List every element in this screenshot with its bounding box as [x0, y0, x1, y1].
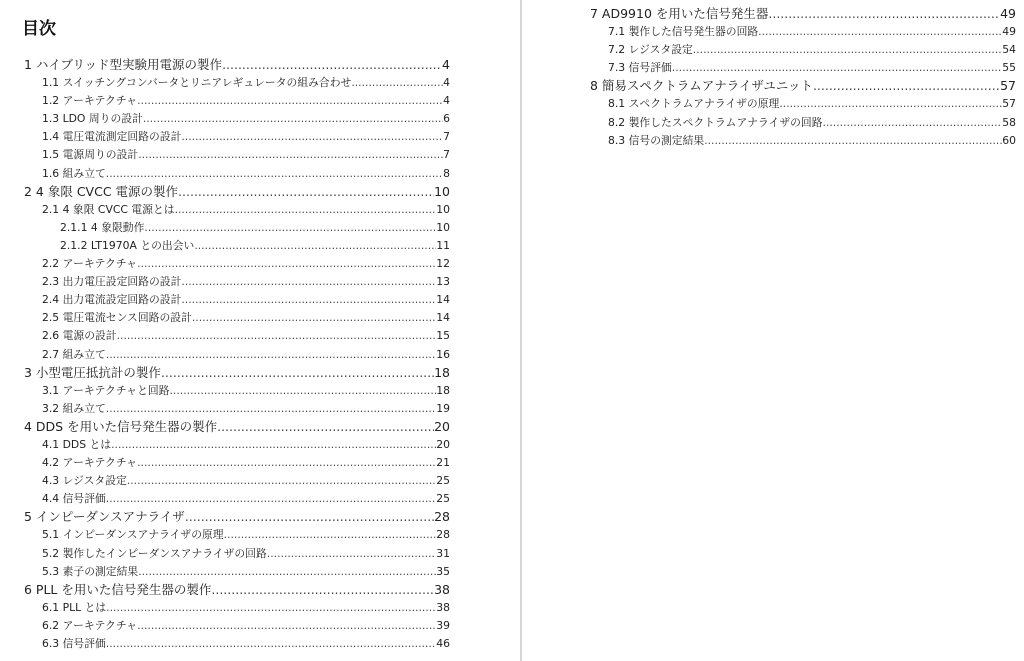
- dot-leader: [111, 436, 436, 454]
- toc-entry[interactable]: [24, 581, 450, 599]
- dot-leader: [693, 41, 1002, 59]
- dot-leader: [185, 508, 434, 526]
- toc-entry-label: 1.5 電源周りの設計: [42, 148, 139, 162]
- toc-entry[interactable]: [24, 56, 450, 74]
- toc-entry-label: 1.3 LDO 周りの設計: [42, 112, 143, 126]
- toc-entry[interactable]: [24, 635, 450, 653]
- toc-entry-page: 20: [434, 418, 450, 434]
- toc-entry[interactable]: [24, 74, 450, 92]
- toc-entry-page: 46: [436, 637, 450, 650]
- toc-entry[interactable]: [24, 617, 450, 635]
- dot-leader: [144, 219, 436, 237]
- toc-entry-page: 4: [442, 57, 450, 72]
- toc-entry-page: 38: [434, 581, 450, 597]
- dot-leader: [704, 132, 1002, 150]
- dot-leader: [768, 5, 1000, 23]
- toc-entry-label: 8.3 信号の測定結果: [608, 133, 705, 147]
- dot-leader: [117, 327, 437, 345]
- toc-entry-label: 5.1 インピーダンスアナライザの原理: [42, 528, 224, 542]
- dot-leader: [106, 400, 436, 418]
- toc-entry-label: 1.2 アーキテクチャ: [42, 94, 138, 108]
- dot-leader: [217, 418, 434, 436]
- toc-entry-label: 4.4 信号評価: [42, 492, 106, 506]
- toc-entry-page: 57: [1002, 97, 1016, 111]
- toc-entry[interactable]: [24, 364, 450, 382]
- dot-leader: [137, 92, 443, 110]
- dot-leader: [138, 563, 436, 581]
- toc-entry-label: 2.1.1 4 象限動作: [60, 220, 145, 234]
- toc-entry-label: 2 4 象限 CVCC 電源の製作: [24, 183, 179, 199]
- toc-entry-page: 16: [436, 347, 450, 361]
- toc-list: [24, 56, 450, 653]
- toc-entry[interactable]: [24, 508, 450, 526]
- dot-leader: [106, 599, 436, 617]
- toc-entry-page: 15: [436, 329, 450, 343]
- toc-entry[interactable]: [24, 219, 450, 237]
- toc-entry[interactable]: [24, 128, 450, 146]
- toc-entry-page: 39: [436, 618, 450, 632]
- page-title: 目次: [22, 19, 56, 39]
- toc-entry[interactable]: [24, 273, 450, 291]
- toc-entry[interactable]: [24, 599, 450, 617]
- toc-entry-page: 7: [443, 130, 450, 144]
- toc-entry-page: 13: [436, 275, 450, 289]
- toc-entry-label: 7.2 レジスタ設定: [608, 43, 693, 57]
- dot-leader: [137, 617, 436, 635]
- toc-entry[interactable]: [24, 327, 450, 345]
- toc-entry-label: 3.1 アーキテクチャと回路: [42, 383, 170, 397]
- dot-leader: [178, 183, 434, 201]
- toc-entry-label: 5.2 製作したインピーダンスアナライザの回路: [42, 546, 267, 560]
- toc-entry[interactable]: [24, 400, 450, 418]
- toc-entry-label: 8.2 製作したスペクトラムアナライザの回路: [608, 115, 823, 129]
- toc-entry-label: 6.2 アーキテクチャ: [42, 618, 138, 632]
- toc-entry[interactable]: [24, 183, 450, 201]
- toc-entry-label: 7.1 製作した信号発生器の回路: [608, 25, 759, 39]
- toc-entry-page: 10: [436, 220, 450, 234]
- toc-entry[interactable]: [590, 77, 1016, 95]
- toc-entry-page: 7: [443, 148, 450, 162]
- dot-leader: [823, 114, 1003, 132]
- toc-entry[interactable]: [590, 41, 1016, 59]
- dot-leader: [181, 291, 436, 309]
- toc-entry[interactable]: [24, 526, 450, 544]
- toc-entry-label: 2.6 電源の設計: [42, 329, 117, 343]
- toc-entry-label: 7 AD9910 を用いた信号発生器: [590, 6, 769, 21]
- dot-leader: [106, 346, 436, 364]
- dot-leader: [106, 490, 436, 508]
- toc-entry-label: 4.2 アーキテクチャ: [42, 456, 138, 470]
- dot-leader: [194, 237, 436, 255]
- toc-entry-label: 1.6 組み立て: [42, 166, 106, 180]
- dot-leader: [192, 309, 436, 327]
- toc-entry-label: 6.3 信号評価: [42, 637, 106, 650]
- toc-entry-page: 20: [436, 437, 450, 451]
- toc-entry-page: 6: [443, 112, 450, 126]
- dot-leader: [106, 635, 436, 653]
- toc-entry-label: 3 小型電圧抵抗計の製作: [24, 364, 161, 380]
- toc-entry[interactable]: [24, 165, 450, 183]
- toc-entry[interactable]: [24, 418, 450, 436]
- toc-entry-label: 7.3 信号評価: [608, 61, 672, 75]
- toc-entry-page: 14: [436, 293, 450, 307]
- toc-entry-label: 1.1 スイッチングコンバータとリニアレギュレータの組み合わせ: [42, 76, 352, 90]
- dot-leader: [672, 59, 1002, 77]
- toc-entry-page: 12: [436, 257, 450, 271]
- toc-entry-page: 4: [443, 76, 450, 90]
- toc-entry-label: 4.3 レジスタ設定: [42, 474, 127, 488]
- toc-entry-page: 11: [436, 238, 450, 252]
- toc-entry-page: 28: [434, 509, 450, 525]
- toc-entry-page: 4: [443, 94, 450, 108]
- toc-entry[interactable]: [24, 472, 450, 490]
- toc-entry-label: 2.2 アーキテクチャ: [42, 257, 138, 271]
- toc-entry-page: 57: [1000, 78, 1016, 94]
- toc-entry[interactable]: [24, 255, 450, 273]
- toc-entry[interactable]: [24, 110, 450, 128]
- dot-leader: [211, 581, 434, 599]
- toc-entry-label: 2.4 出力電流設定回路の設計: [42, 293, 182, 307]
- toc-entry-page: 10: [436, 202, 450, 216]
- toc-entry[interactable]: [24, 563, 450, 581]
- dot-leader: [170, 382, 437, 400]
- dot-leader: [138, 146, 443, 164]
- toc-entry[interactable]: [24, 146, 450, 164]
- dot-leader: [106, 165, 443, 183]
- dot-leader: [181, 128, 443, 146]
- toc-entry-label: 3.2 組み立て: [42, 401, 106, 415]
- toc-entry[interactable]: [24, 490, 450, 508]
- toc-entry-page: 38: [436, 600, 450, 614]
- toc-entry-page: 19: [436, 401, 450, 415]
- dot-leader: [175, 201, 437, 219]
- toc-entry[interactable]: [590, 132, 1016, 150]
- dot-leader: [137, 255, 436, 273]
- toc-entry[interactable]: [24, 237, 450, 255]
- toc-entry-page: 25: [436, 492, 450, 506]
- toc-entry-page: 60: [1002, 133, 1016, 147]
- toc-entry-label: 6.1 PLL とは: [42, 600, 107, 614]
- toc-entry-page: 54: [1002, 43, 1016, 57]
- dot-leader: [161, 364, 434, 382]
- toc-entry[interactable]: [590, 23, 1016, 41]
- toc-entry-page: 28: [436, 528, 450, 542]
- toc-page-right: [522, 0, 1024, 661]
- toc-entry-page: 25: [436, 474, 450, 488]
- toc-entry-page: 49: [1000, 6, 1016, 21]
- toc-entry[interactable]: [24, 92, 450, 110]
- dot-leader: [143, 110, 443, 128]
- toc-entry-label: 4.1 DDS とは: [42, 437, 112, 451]
- toc-entry[interactable]: [590, 5, 1016, 23]
- toc-entry-label: 2.7 組み立て: [42, 347, 106, 361]
- toc-entry-page: 21: [436, 456, 450, 470]
- toc-entry-label: 2.3 出力電圧設定回路の設計: [42, 275, 182, 289]
- toc-entry-label: 8 簡易スペクトラムアナライザユニット: [590, 78, 813, 94]
- toc-entry-label: 1 ハイブリッド型実験用電源の製作: [24, 57, 223, 72]
- toc-entry[interactable]: [590, 114, 1016, 132]
- toc-entry-page: 49: [1002, 25, 1016, 39]
- toc-entry[interactable]: [24, 454, 450, 472]
- toc-entry-page: 35: [436, 564, 450, 578]
- toc-entry-page: 8: [443, 166, 450, 180]
- toc-entry[interactable]: [24, 346, 450, 364]
- dot-leader: [137, 454, 436, 472]
- dot-leader: [181, 273, 436, 291]
- dot-leader: [222, 56, 442, 74]
- toc-entry-page: 58: [1002, 115, 1016, 129]
- toc-entry-label: 1.4 電圧電流測定回路の設計: [42, 130, 182, 144]
- toc-entry[interactable]: [24, 436, 450, 454]
- toc-entry-label: 8.1 スペクトラムアナライザの原理: [608, 97, 780, 111]
- toc-entry-label: 6 PLL を用いた信号発生器の製作: [24, 581, 212, 597]
- toc-entry-label: 5 インピーダンスアナライザ: [24, 509, 185, 525]
- toc-entry-label: 5.3 素子の測定結果: [42, 564, 139, 578]
- toc-entry[interactable]: [24, 201, 450, 219]
- dot-leader: [267, 545, 436, 563]
- toc-entry[interactable]: [24, 309, 450, 327]
- toc-entry[interactable]: [24, 291, 450, 309]
- toc-entry-label: 4 DDS を用いた信号発生器の製作: [24, 418, 218, 434]
- toc-entry-page: 14: [436, 311, 450, 325]
- toc-entry-label: 2.1.2 LT1970A との出会い: [60, 238, 195, 252]
- toc-entry[interactable]: [590, 95, 1016, 113]
- toc-entry-page: 18: [434, 364, 450, 380]
- toc-entry[interactable]: [590, 59, 1016, 77]
- toc-list: [590, 5, 1016, 150]
- dot-leader: [351, 74, 443, 92]
- dot-leader: [758, 23, 1002, 41]
- toc-entry[interactable]: [24, 382, 450, 400]
- toc-entry-page: 31: [436, 546, 450, 560]
- toc-entry[interactable]: [24, 545, 450, 563]
- dot-leader: [813, 77, 1000, 95]
- dot-leader: [127, 472, 436, 490]
- toc-entry-page: 55: [1002, 61, 1016, 75]
- toc-entry-page: 10: [434, 183, 450, 199]
- toc-entry-label: 2.5 電圧電流センス回路の設計: [42, 311, 192, 325]
- dot-leader: [779, 95, 1002, 113]
- toc-entry-page: 18: [436, 383, 450, 397]
- toc-entry-label: 2.1 4 象限 CVCC 電源とは: [42, 202, 175, 216]
- dot-leader: [224, 526, 437, 544]
